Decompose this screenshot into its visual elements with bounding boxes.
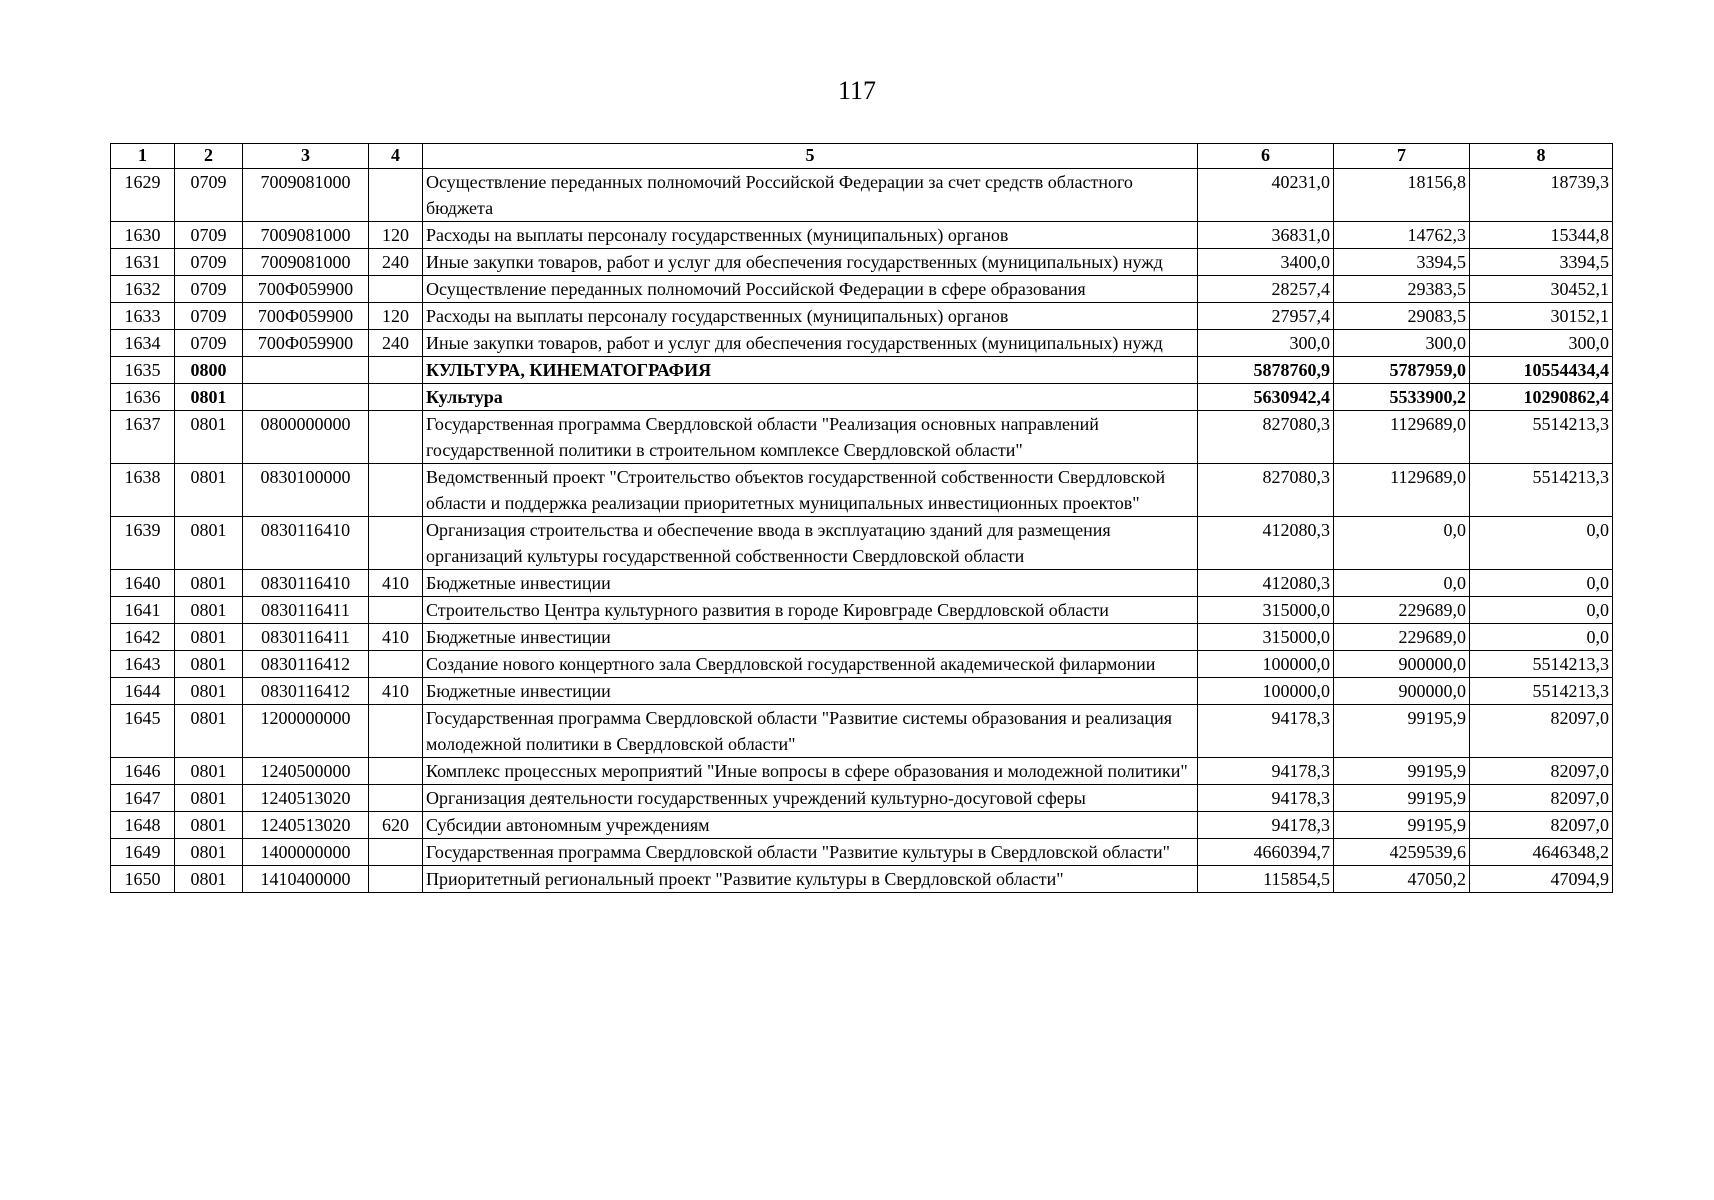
row-number-cell: 1640 bbox=[111, 570, 175, 597]
description-cell: КУЛЬТУРА, КИНЕМАТОГРАФИЯ bbox=[423, 357, 1198, 384]
amount-col6-cell: 94178,3 bbox=[1198, 785, 1334, 812]
table-row bbox=[111, 705, 1613, 758]
description-cell: Создание нового концертного зала Свердловской государственной академической филармонии bbox=[423, 651, 1198, 678]
amount-col6-cell: 4660394,7 bbox=[1198, 839, 1334, 866]
amount-col8-cell: 0,0 bbox=[1470, 517, 1613, 570]
target-article-cell: 700Ф059900 bbox=[243, 330, 369, 357]
expense-type-cell bbox=[369, 169, 423, 222]
amount-col6-cell: 100000,0 bbox=[1198, 678, 1334, 705]
column-header: 1 bbox=[111, 144, 175, 169]
row-number-cell: 1645 bbox=[111, 705, 175, 758]
column-header: 5 bbox=[423, 144, 1198, 169]
table-row bbox=[111, 597, 1613, 624]
expense-type-cell bbox=[369, 517, 423, 570]
table-row bbox=[111, 678, 1613, 705]
description-cell: Культура bbox=[423, 384, 1198, 411]
expense-type-cell: 240 bbox=[369, 249, 423, 276]
row-number-cell: 1629 bbox=[111, 169, 175, 222]
amount-col7-cell: 5533900,2 bbox=[1334, 384, 1470, 411]
expense-type-cell bbox=[369, 597, 423, 624]
expense-type-cell bbox=[369, 785, 423, 812]
target-article-cell: 0830116410 bbox=[243, 570, 369, 597]
description-cell: Ведомственный проект "Строительство объектов государственной собственности Свердловской области и поддержка реализации приоритетных муниципальных инвестиционных проектов" bbox=[423, 464, 1198, 517]
column-header: 6 bbox=[1198, 144, 1334, 169]
expense-type-cell: 410 bbox=[369, 624, 423, 651]
table-row bbox=[111, 330, 1613, 357]
amount-col7-cell: 0,0 bbox=[1334, 570, 1470, 597]
table-row bbox=[111, 411, 1613, 464]
amount-col7-cell: 0,0 bbox=[1334, 517, 1470, 570]
target-article-cell: 700Ф059900 bbox=[243, 303, 369, 330]
description-cell: Расходы на выплаты персоналу государственных (муниципальных) органов bbox=[423, 222, 1198, 249]
amount-col6-cell: 94178,3 bbox=[1198, 705, 1334, 758]
section-code-cell: 0709 bbox=[175, 330, 243, 357]
section-code-cell: 0709 bbox=[175, 303, 243, 330]
amount-col8-cell: 3394,5 bbox=[1470, 249, 1613, 276]
amount-col6-cell: 827080,3 bbox=[1198, 464, 1334, 517]
row-number-cell: 1642 bbox=[111, 624, 175, 651]
target-article-cell bbox=[243, 357, 369, 384]
row-number-cell: 1643 bbox=[111, 651, 175, 678]
amount-col7-cell: 229689,0 bbox=[1334, 624, 1470, 651]
table-row bbox=[111, 812, 1613, 839]
target-article-cell: 0830116411 bbox=[243, 597, 369, 624]
expense-type-cell: 410 bbox=[369, 570, 423, 597]
budget-table bbox=[110, 143, 1613, 893]
section-code-cell: 0801 bbox=[175, 785, 243, 812]
amount-col7-cell: 99195,9 bbox=[1334, 758, 1470, 785]
amount-col6-cell: 115854,5 bbox=[1198, 866, 1334, 893]
amount-col7-cell: 300,0 bbox=[1334, 330, 1470, 357]
amount-col8-cell: 15344,8 bbox=[1470, 222, 1613, 249]
amount-col8-cell: 4646348,2 bbox=[1470, 839, 1613, 866]
row-number-cell: 1650 bbox=[111, 866, 175, 893]
description-cell: Осуществление переданных полномочий Российской Федерации в сфере образования bbox=[423, 276, 1198, 303]
description-cell: Иные закупки товаров, работ и услуг для обеспечения государственных (муниципальных) нужд bbox=[423, 249, 1198, 276]
amount-col8-cell: 0,0 bbox=[1470, 570, 1613, 597]
table-header-row bbox=[111, 144, 1613, 169]
table-row bbox=[111, 570, 1613, 597]
target-article-cell: 1400000000 bbox=[243, 839, 369, 866]
page-number: 117 bbox=[837, 76, 877, 105]
amount-col7-cell: 99195,9 bbox=[1334, 705, 1470, 758]
section-code-cell: 0801 bbox=[175, 411, 243, 464]
description-cell: Приоритетный региональный проект "Развитие культуры в Свердловской области" bbox=[423, 866, 1198, 893]
amount-col7-cell: 99195,9 bbox=[1334, 785, 1470, 812]
table-row bbox=[111, 384, 1613, 411]
amount-col7-cell: 99195,9 bbox=[1334, 812, 1470, 839]
amount-col7-cell: 5787959,0 bbox=[1334, 357, 1470, 384]
description-cell: Организация деятельности государственных учреждений культурно-досуговой сферы bbox=[423, 785, 1198, 812]
amount-col7-cell: 29383,5 bbox=[1334, 276, 1470, 303]
table-body bbox=[111, 169, 1613, 893]
expense-type-cell bbox=[369, 357, 423, 384]
amount-col8-cell: 82097,0 bbox=[1470, 705, 1613, 758]
amount-col8-cell: 5514213,3 bbox=[1470, 464, 1613, 517]
amount-col7-cell: 29083,5 bbox=[1334, 303, 1470, 330]
section-code-cell: 0801 bbox=[175, 758, 243, 785]
expense-type-cell: 240 bbox=[369, 330, 423, 357]
amount-col8-cell: 300,0 bbox=[1470, 330, 1613, 357]
amount-col7-cell: 1129689,0 bbox=[1334, 411, 1470, 464]
amount-col6-cell: 3400,0 bbox=[1198, 249, 1334, 276]
row-number-cell: 1631 bbox=[111, 249, 175, 276]
target-article-cell: 1410400000 bbox=[243, 866, 369, 893]
description-cell: Осуществление переданных полномочий Российской Федерации за счет средств областного бюджета bbox=[423, 169, 1198, 222]
section-code-cell: 0801 bbox=[175, 464, 243, 517]
amount-col6-cell: 5630942,4 bbox=[1198, 384, 1334, 411]
section-code-cell: 0801 bbox=[175, 624, 243, 651]
target-article-cell: 0800000000 bbox=[243, 411, 369, 464]
table-row bbox=[111, 169, 1613, 222]
amount-col6-cell: 27957,4 bbox=[1198, 303, 1334, 330]
section-code-cell: 0801 bbox=[175, 651, 243, 678]
expense-type-cell bbox=[369, 839, 423, 866]
amount-col7-cell: 47050,2 bbox=[1334, 866, 1470, 893]
section-code-cell: 0801 bbox=[175, 597, 243, 624]
column-header: 8 bbox=[1470, 144, 1613, 169]
table-row bbox=[111, 249, 1613, 276]
column-header: 3 bbox=[243, 144, 369, 169]
target-article-cell: 700Ф059900 bbox=[243, 276, 369, 303]
expense-type-cell bbox=[369, 464, 423, 517]
expense-type-cell bbox=[369, 276, 423, 303]
description-cell: Государственная программа Свердловской области "Развитие системы образования и реализация молодежной политики в Свердловской области" bbox=[423, 705, 1198, 758]
row-number-cell: 1630 bbox=[111, 222, 175, 249]
target-article-cell: 0830116412 bbox=[243, 651, 369, 678]
table-row bbox=[111, 464, 1613, 517]
row-number-cell: 1641 bbox=[111, 597, 175, 624]
target-article-cell: 0830100000 bbox=[243, 464, 369, 517]
target-article-cell: 7009081000 bbox=[243, 249, 369, 276]
amount-col8-cell: 82097,0 bbox=[1470, 812, 1613, 839]
row-number-cell: 1647 bbox=[111, 785, 175, 812]
amount-col6-cell: 40231,0 bbox=[1198, 169, 1334, 222]
amount-col8-cell: 0,0 bbox=[1470, 597, 1613, 624]
table-row bbox=[111, 651, 1613, 678]
amount-col8-cell: 82097,0 bbox=[1470, 785, 1613, 812]
target-article-cell: 0830116410 bbox=[243, 517, 369, 570]
amount-col8-cell: 30452,1 bbox=[1470, 276, 1613, 303]
amount-col8-cell: 10290862,4 bbox=[1470, 384, 1613, 411]
table-row bbox=[111, 624, 1613, 651]
amount-col7-cell: 900000,0 bbox=[1334, 651, 1470, 678]
expense-type-cell: 410 bbox=[369, 678, 423, 705]
expense-type-cell bbox=[369, 411, 423, 464]
amount-col7-cell: 4259539,6 bbox=[1334, 839, 1470, 866]
row-number-cell: 1632 bbox=[111, 276, 175, 303]
amount-col8-cell: 47094,9 bbox=[1470, 866, 1613, 893]
description-cell: Бюджетные инвестиции bbox=[423, 624, 1198, 651]
amount-col6-cell: 100000,0 bbox=[1198, 651, 1334, 678]
expense-type-cell: 120 bbox=[369, 222, 423, 249]
amount-col6-cell: 315000,0 bbox=[1198, 624, 1334, 651]
description-cell: Государственная программа Свердловской области "Реализация основных направлений государственной политики в строительном комплексе Свердловской области" bbox=[423, 411, 1198, 464]
amount-col6-cell: 412080,3 bbox=[1198, 570, 1334, 597]
row-number-cell: 1633 bbox=[111, 303, 175, 330]
section-code-cell: 0800 bbox=[175, 357, 243, 384]
amount-col8-cell: 30152,1 bbox=[1470, 303, 1613, 330]
row-number-cell: 1637 bbox=[111, 411, 175, 464]
description-cell: Расходы на выплаты персоналу государственных (муниципальных) органов bbox=[423, 303, 1198, 330]
amount-col6-cell: 28257,4 bbox=[1198, 276, 1334, 303]
amount-col8-cell: 5514213,3 bbox=[1470, 411, 1613, 464]
target-article-cell bbox=[243, 384, 369, 411]
target-article-cell: 1240513020 bbox=[243, 812, 369, 839]
amount-col6-cell: 300,0 bbox=[1198, 330, 1334, 357]
row-number-cell: 1635 bbox=[111, 357, 175, 384]
row-number-cell: 1636 bbox=[111, 384, 175, 411]
amount-col8-cell: 5514213,3 bbox=[1470, 651, 1613, 678]
table-row bbox=[111, 758, 1613, 785]
section-code-cell: 0801 bbox=[175, 517, 243, 570]
column-header: 2 bbox=[175, 144, 243, 169]
amount-col7-cell: 14762,3 bbox=[1334, 222, 1470, 249]
expense-type-cell bbox=[369, 705, 423, 758]
description-cell: Иные закупки товаров, работ и услуг для обеспечения государственных (муниципальных) нужд bbox=[423, 330, 1198, 357]
amount-col8-cell: 10554434,4 bbox=[1470, 357, 1613, 384]
column-header: 7 bbox=[1334, 144, 1470, 169]
section-code-cell: 0801 bbox=[175, 866, 243, 893]
target-article-cell: 1200000000 bbox=[243, 705, 369, 758]
table-row bbox=[111, 303, 1613, 330]
target-article-cell: 1240500000 bbox=[243, 758, 369, 785]
amount-col7-cell: 3394,5 bbox=[1334, 249, 1470, 276]
expense-type-cell bbox=[369, 758, 423, 785]
section-code-cell: 0801 bbox=[175, 705, 243, 758]
amount-col8-cell: 5514213,3 bbox=[1470, 678, 1613, 705]
target-article-cell: 0830116411 bbox=[243, 624, 369, 651]
amount-col8-cell: 18739,3 bbox=[1470, 169, 1613, 222]
row-number-cell: 1646 bbox=[111, 758, 175, 785]
description-cell: Государственная программа Свердловской области "Развитие культуры в Свердловской области" bbox=[423, 839, 1198, 866]
description-cell: Бюджетные инвестиции bbox=[423, 570, 1198, 597]
amount-col6-cell: 315000,0 bbox=[1198, 597, 1334, 624]
amount-col6-cell: 412080,3 bbox=[1198, 517, 1334, 570]
table-row bbox=[111, 517, 1613, 570]
expense-type-cell bbox=[369, 384, 423, 411]
row-number-cell: 1649 bbox=[111, 839, 175, 866]
amount-col6-cell: 827080,3 bbox=[1198, 411, 1334, 464]
amount-col8-cell: 0,0 bbox=[1470, 624, 1613, 651]
amount-col7-cell: 229689,0 bbox=[1334, 597, 1470, 624]
table-row bbox=[111, 785, 1613, 812]
column-header: 4 bbox=[369, 144, 423, 169]
target-article-cell: 0830116412 bbox=[243, 678, 369, 705]
target-article-cell: 1240513020 bbox=[243, 785, 369, 812]
row-number-cell: 1634 bbox=[111, 330, 175, 357]
row-number-cell: 1648 bbox=[111, 812, 175, 839]
target-article-cell: 7009081000 bbox=[243, 222, 369, 249]
section-code-cell: 0709 bbox=[175, 276, 243, 303]
section-code-cell: 0709 bbox=[175, 249, 243, 276]
expense-type-cell: 620 bbox=[369, 812, 423, 839]
table-row bbox=[111, 276, 1613, 303]
section-code-cell: 0801 bbox=[175, 812, 243, 839]
section-code-cell: 0709 bbox=[175, 222, 243, 249]
row-number-cell: 1638 bbox=[111, 464, 175, 517]
section-code-cell: 0801 bbox=[175, 839, 243, 866]
table-row bbox=[111, 866, 1613, 893]
expense-type-cell bbox=[369, 866, 423, 893]
section-code-cell: 0801 bbox=[175, 570, 243, 597]
amount-col7-cell: 18156,8 bbox=[1334, 169, 1470, 222]
table-row bbox=[111, 357, 1613, 384]
amount-col6-cell: 94178,3 bbox=[1198, 758, 1334, 785]
section-code-cell: 0709 bbox=[175, 169, 243, 222]
amount-col7-cell: 1129689,0 bbox=[1334, 464, 1470, 517]
row-number-cell: 1639 bbox=[111, 517, 175, 570]
expense-type-cell bbox=[369, 651, 423, 678]
amount-col6-cell: 5878760,9 bbox=[1198, 357, 1334, 384]
amount-col6-cell: 94178,3 bbox=[1198, 812, 1334, 839]
section-code-cell: 0801 bbox=[175, 678, 243, 705]
row-number-cell: 1644 bbox=[111, 678, 175, 705]
description-cell: Субсидии автономным учреждениям bbox=[423, 812, 1198, 839]
section-code-cell: 0801 bbox=[175, 384, 243, 411]
expense-type-cell: 120 bbox=[369, 303, 423, 330]
description-cell: Бюджетные инвестиции bbox=[423, 678, 1198, 705]
description-cell: Строительство Центра культурного развития в городе Кировграде Свердловской области bbox=[423, 597, 1198, 624]
table-row bbox=[111, 222, 1613, 249]
amount-col8-cell: 82097,0 bbox=[1470, 758, 1613, 785]
amount-col7-cell: 900000,0 bbox=[1334, 678, 1470, 705]
amount-col6-cell: 36831,0 bbox=[1198, 222, 1334, 249]
description-cell: Организация строительства и обеспечение ввода в эксплуатацию зданий для размещения организаций культуры государственной собственности Свердловской области bbox=[423, 517, 1198, 570]
target-article-cell: 7009081000 bbox=[243, 169, 369, 222]
description-cell: Комплекс процессных мероприятий "Иные вопросы в сфере образования и молодежной политики" bbox=[423, 758, 1198, 785]
table-row bbox=[111, 839, 1613, 866]
